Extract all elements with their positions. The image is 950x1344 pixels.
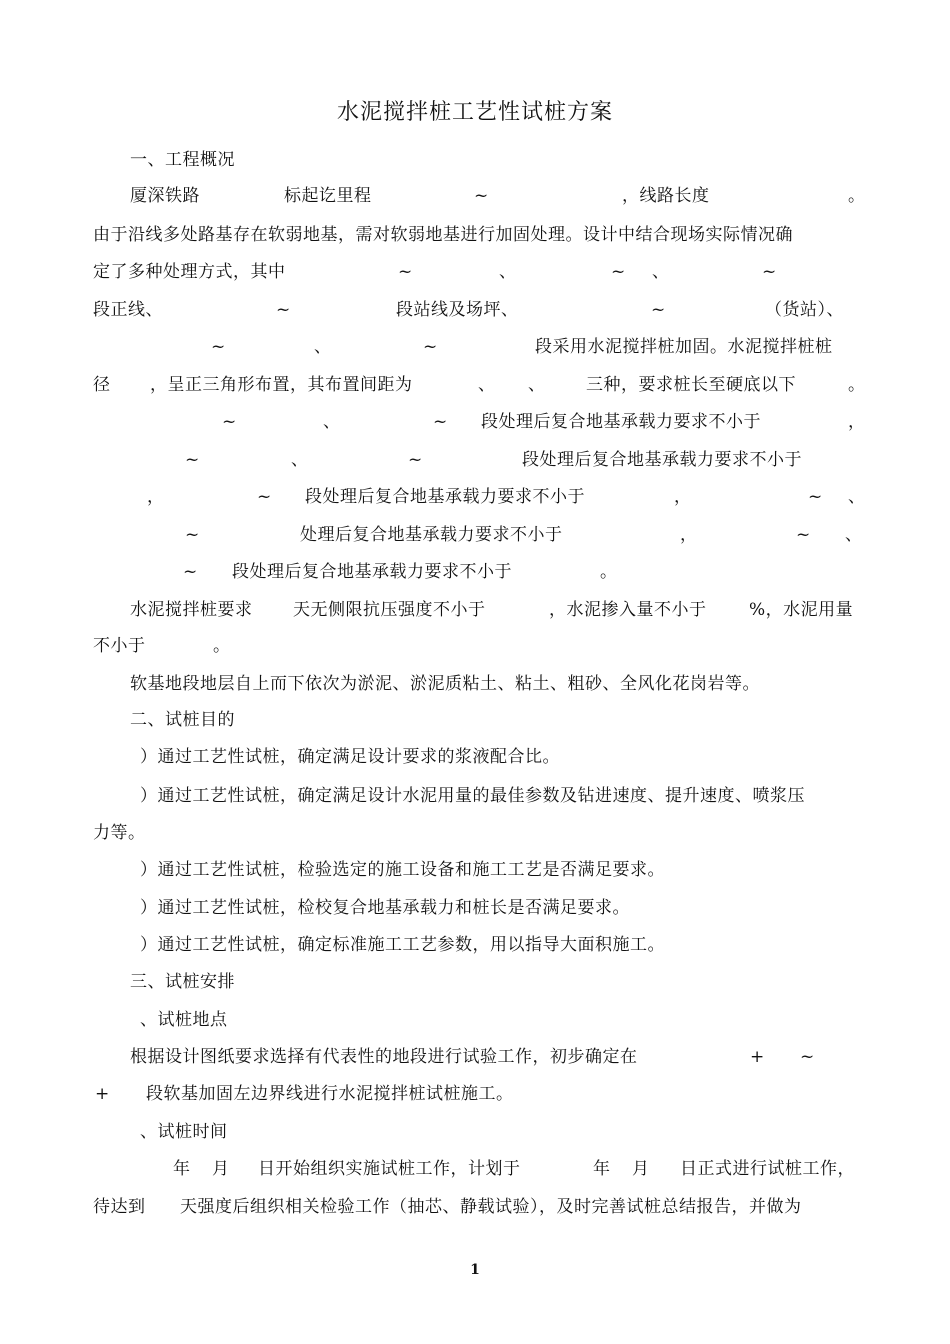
- text-fragment: ，水泥掺入量不小于: [549, 600, 707, 620]
- text-fragment: 日正式进行试桩工作，: [680, 1159, 855, 1179]
- text-fragment: ~: [185, 450, 200, 470]
- text-line: [0, 146, 950, 174]
- text-fragment: 段站线及场坪、: [396, 300, 519, 320]
- text-fragment: ，线路长度: [622, 186, 710, 206]
- text-fragment: ~: [808, 487, 823, 507]
- text-line: [0, 408, 950, 436]
- text-line: [0, 1006, 950, 1034]
- text-line: [0, 1080, 950, 1108]
- text-fragment: 。: [600, 562, 618, 582]
- text-line: [0, 670, 950, 698]
- text-line: [0, 743, 950, 771]
- text-fragment: ，: [848, 412, 866, 432]
- text-line: [0, 1118, 950, 1146]
- text-line: [0, 483, 950, 511]
- document-title: 水泥搅拌桩工艺性试桩方案: [336, 100, 613, 125]
- text-line: [0, 221, 950, 249]
- text-fragment: 标起讫里程: [284, 186, 372, 206]
- text-fragment: 、: [848, 487, 866, 507]
- text-fragment: 不小于: [93, 636, 146, 656]
- text-fragment: 。: [848, 186, 866, 206]
- text-fragment: 处理后复合地基承载力要求不小于: [300, 525, 563, 545]
- text-fragment: 段处理后复合地基承载力要求不小于: [305, 487, 585, 507]
- page-number: 1: [470, 1262, 480, 1278]
- text-fragment: 、: [291, 450, 309, 470]
- text-fragment: 待达到: [93, 1197, 146, 1217]
- text-fragment: ，: [147, 487, 165, 507]
- text-fragment: 月: [212, 1159, 230, 1179]
- text-line: [0, 521, 950, 549]
- text-fragment: 段采用水泥搅拌桩加固。水泥搅拌桩桩: [535, 337, 833, 357]
- text-fragment: ~: [800, 1047, 815, 1067]
- text-fragment: 三种，要求桩长至硬底以下: [586, 375, 796, 395]
- text-fragment: ，: [680, 525, 698, 545]
- text-fragment: ~: [211, 337, 226, 357]
- text-fragment: 。: [213, 636, 231, 656]
- text-fragment: ~: [222, 412, 237, 432]
- text-line: [0, 333, 950, 361]
- text-line: [0, 296, 950, 324]
- text-fragment: +: [95, 1084, 110, 1104]
- text-fragment: 、: [323, 412, 341, 432]
- text-fragment: ~: [408, 450, 423, 470]
- text-line: [0, 931, 950, 959]
- text-fragment: ~: [474, 186, 489, 206]
- text-fragment: 天强度后组织相关检验工作（抽芯、静载试验），及时完善试桩总结报告，并做为: [180, 1197, 802, 1217]
- text-line: [0, 706, 950, 734]
- text-fragment: 根据设计图纸要求选择有代表性的地段进行试验工作，初步确定在: [130, 1047, 638, 1067]
- text-fragment: 三、试桩安排: [130, 972, 235, 992]
- text-line: [0, 1155, 950, 1183]
- text-fragment: 、: [478, 375, 496, 395]
- text-fragment: ，: [674, 487, 692, 507]
- text-fragment: ）通过工艺性试桩，确定满足设计水泥用量的最佳参数及钻进速度、提升速度、喷浆压: [140, 786, 805, 806]
- text-fragment: ~: [423, 337, 438, 357]
- text-fragment: 一、工程概况: [130, 150, 235, 170]
- text-line: [0, 1043, 950, 1071]
- text-line: [0, 446, 950, 474]
- text-line: [0, 258, 950, 286]
- text-fragment: 段处理后复合地基承载力要求不小于: [481, 412, 761, 432]
- text-fragment: 、: [528, 375, 546, 395]
- text-fragment: ~: [398, 262, 413, 282]
- text-fragment: 年: [593, 1159, 611, 1179]
- text-line: [0, 968, 950, 996]
- text-fragment: 力等。: [93, 823, 146, 843]
- text-line: [0, 182, 950, 210]
- text-fragment: ~: [611, 262, 626, 282]
- text-fragment: 、: [652, 262, 670, 282]
- text-fragment: 段软基加固左边界线进行水泥搅拌桩试桩施工。: [146, 1084, 514, 1104]
- text-line: [0, 856, 950, 884]
- text-fragment: 、: [845, 525, 863, 545]
- text-fragment: 厦深铁路: [130, 186, 200, 206]
- text-fragment: 由于沿线多处路基存在软弱地基，需对软弱地基进行加固处理。设计中结合现场实际情况确: [93, 225, 793, 245]
- text-fragment: ~: [185, 525, 200, 545]
- text-fragment: 、: [499, 262, 517, 282]
- text-fragment: ）通过工艺性试桩，确定满足设计要求的浆液配合比。: [140, 747, 560, 767]
- text-fragment: ~: [257, 487, 272, 507]
- text-fragment: 、试桩地点: [140, 1010, 228, 1030]
- text-fragment: 年: [173, 1159, 191, 1179]
- text-fragment: ~: [183, 562, 198, 582]
- text-fragment: +: [750, 1047, 765, 1067]
- text-fragment: ，呈正三角形布置，其布置间距为: [150, 375, 413, 395]
- text-fragment: 天无侧限抗压强度不小于: [293, 600, 486, 620]
- text-fragment: ~: [796, 525, 811, 545]
- text-line: [0, 596, 950, 624]
- text-fragment: ）通过工艺性试桩，检校复合地基承载力和桩长是否满足要求。: [140, 898, 630, 918]
- text-fragment: 段处理后复合地基承载力要求不小于: [522, 450, 802, 470]
- text-fragment: 、: [314, 337, 332, 357]
- text-fragment: 段处理后复合地基承载力要求不小于: [232, 562, 512, 582]
- text-fragment: %，水泥用量: [749, 600, 854, 620]
- text-fragment: 二、试桩目的: [130, 710, 235, 730]
- text-fragment: 日开始组织实施试桩工作，计划于: [258, 1159, 521, 1179]
- text-line: [0, 782, 950, 810]
- text-fragment: 、试桩时间: [140, 1122, 228, 1142]
- text-line: [0, 819, 950, 847]
- text-fragment: ）通过工艺性试桩，检验选定的施工设备和施工工艺是否满足要求。: [140, 860, 665, 880]
- text-line: [0, 894, 950, 922]
- text-fragment: 月: [632, 1159, 650, 1179]
- text-line: [0, 558, 950, 586]
- text-fragment: 径: [93, 375, 111, 395]
- text-line: [0, 371, 950, 399]
- text-fragment: 定了多种处理方式，其中: [93, 262, 286, 282]
- text-line: [0, 1193, 950, 1221]
- text-fragment: ~: [762, 262, 777, 282]
- text-fragment: ~: [433, 412, 448, 432]
- text-fragment: 。: [848, 375, 866, 395]
- text-fragment: （货站）、: [765, 300, 844, 320]
- text-fragment: ~: [651, 300, 666, 320]
- text-fragment: ）通过工艺性试桩，确定标准施工工艺参数，用以指导大面积施工。: [140, 935, 665, 955]
- text-fragment: 软基地段地层自上而下依次为淤泥、淤泥质粘土、粘土、粗砂、全风化花岗岩等。: [130, 674, 760, 694]
- text-line: [0, 632, 950, 660]
- text-fragment: ~: [276, 300, 291, 320]
- text-fragment: 段正线、: [93, 300, 163, 320]
- text-fragment: 水泥搅拌桩要求: [130, 600, 253, 620]
